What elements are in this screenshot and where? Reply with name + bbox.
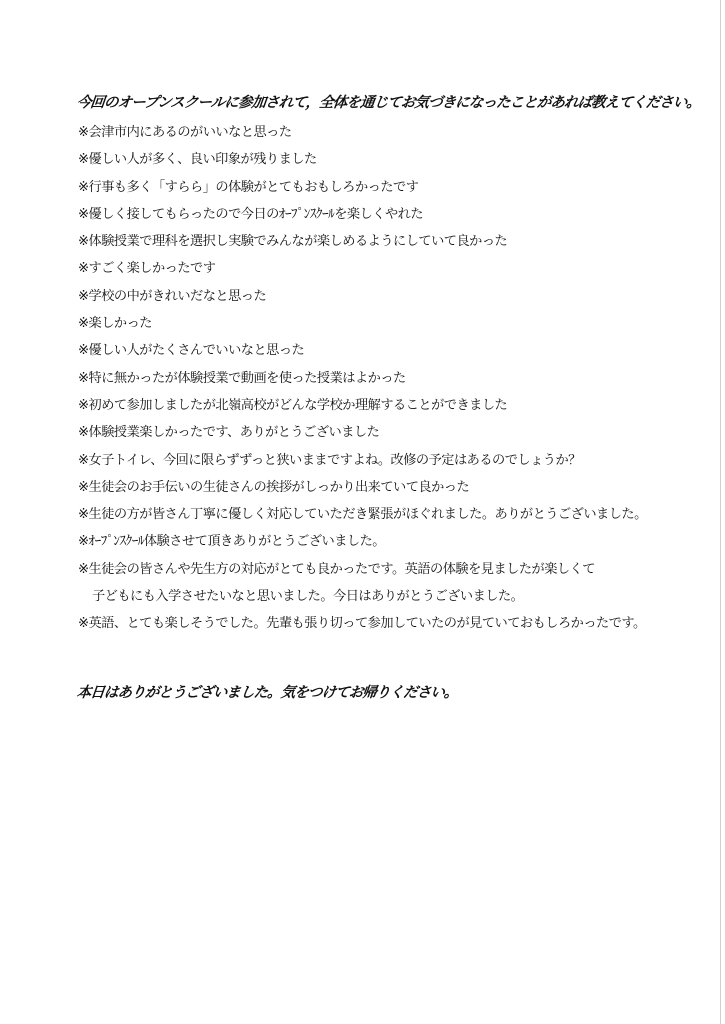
answer-item: ※すごく楽しかったです bbox=[78, 261, 216, 277]
answer-item: ※初めて参加しましたが北嶺高校がどんな学校か理解することができました bbox=[78, 397, 508, 413]
closing-message: 本日はありがとうございました。気をつけてお帰りください。 bbox=[75, 684, 459, 701]
answer-item: ※体験授業楽しかったです、ありがとうございました bbox=[78, 425, 380, 441]
answer-item: ※英語、とても楽しそうでした。先輩も張り切って参加していたのが見ていておもしろかったです。 bbox=[78, 616, 646, 632]
answer-item: ※会津市内にあるのがいいなと思った bbox=[78, 125, 292, 140]
answer-item: ※学校の中がきれいだなと思った bbox=[78, 288, 267, 304]
scan-edge-line bbox=[720, 0, 721, 1024]
answer-item: ※生徒会のお手伝いの生徒さんの挨拶がしっかり出来ていて良かった bbox=[78, 479, 470, 495]
answer-item: ※優しく接してもらったので今日のｵｰﾌﾟﾝｽｸｰﾙを楽しくやれた bbox=[78, 206, 424, 222]
answer-item: ※優しい人がたくさんでいいなと思った bbox=[78, 343, 305, 359]
answer-item: ※行事も多く「すらら」の体験がとてもおもしろかったです bbox=[78, 179, 419, 195]
answer-item: ※生徒の方が皆さん丁寧に優しく対応していただき緊張がほぐれました。ありがとうございました。 bbox=[78, 507, 647, 523]
answer-line-1: ※生徒会の皆さんや先生方の対応がとても良かったです。英語の体験を見ましたが楽しくて bbox=[78, 561, 595, 577]
answer-item: ※特に無かったが体験授業で動画を使った授業はよかった bbox=[78, 370, 406, 386]
answer-item: ※楽しかった bbox=[78, 316, 152, 332]
answer-item-multiline bbox=[78, 561, 698, 606]
answer-item: ※優しい人が多く、良い印象が残りました bbox=[78, 152, 317, 168]
answer-line-2: 子どもにも入学させたいなと思いました。今日はありがとうございました。 bbox=[92, 589, 524, 605]
survey-question: 今回のオープンスクールに参加されて，全体を通じてお気づきになったことがあれば教えてください。 bbox=[75, 94, 701, 111]
answer-item: ※体験授業で理科を選択し実験でみんなが楽しめるようにしていて良かった bbox=[78, 234, 508, 250]
answer-list bbox=[78, 124, 698, 643]
answer-item: ※女子トイレ、今回に限らずずっと狭いままですよね。改修の予定はあるのでしょうか？ bbox=[78, 452, 581, 468]
answer-item: ※ｵｰﾌﾟﾝｽｸｰﾙ体験させて頂きありがとうございました。 bbox=[78, 534, 385, 550]
